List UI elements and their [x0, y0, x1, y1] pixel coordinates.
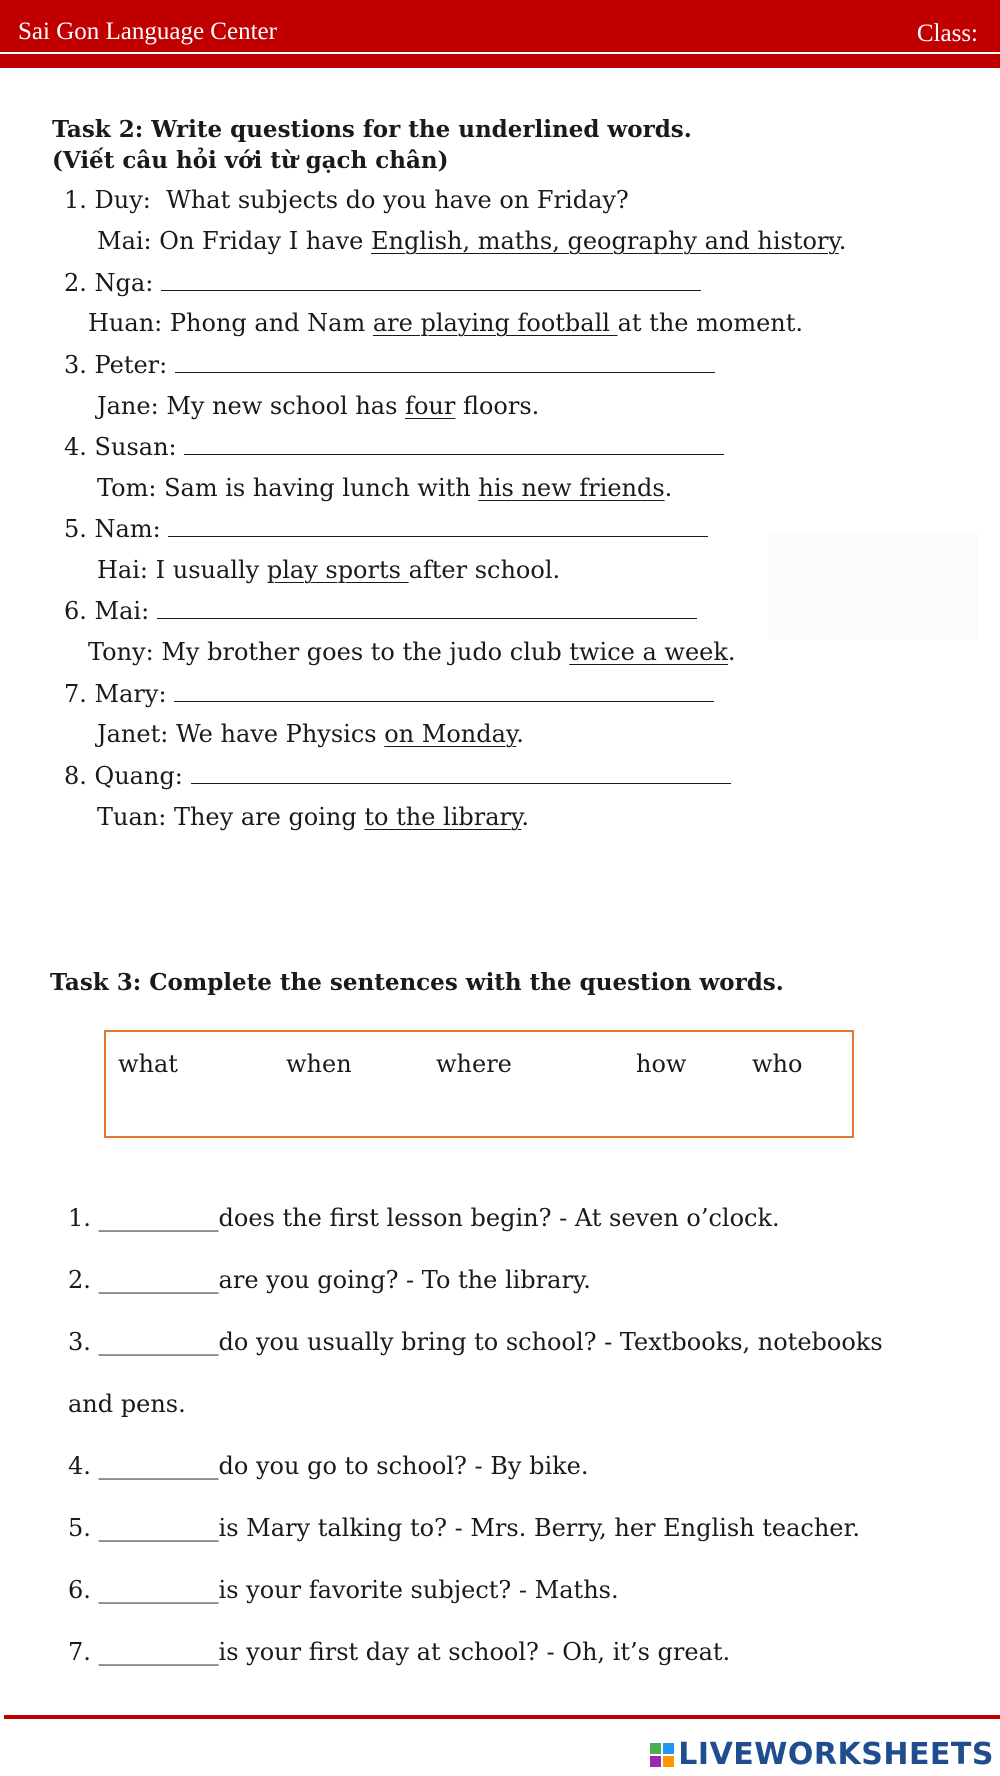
answer-end: .: [664, 474, 673, 502]
question-line: [64, 596, 697, 626]
underlined-words: his new friends: [478, 474, 665, 502]
header-bar: [0, 0, 1000, 58]
underlined-words: on Monday: [384, 720, 517, 748]
header-underbar: [0, 58, 1000, 68]
question-line: [64, 514, 708, 544]
answer-end: floors.: [462, 392, 540, 420]
item-number: 1.: [64, 186, 87, 214]
footer-divider: [4, 1715, 1000, 1719]
question-line: [64, 350, 715, 380]
speaker-name: Nga:: [94, 269, 154, 297]
answer-text: On Friday I have: [159, 227, 364, 255]
sentence-line: [68, 1451, 589, 1481]
answer-blank-input[interactable]: [174, 679, 714, 702]
sentence-number: 3.: [68, 1328, 91, 1356]
question-line: [64, 432, 724, 462]
sentence-number: 6.: [68, 1576, 91, 1604]
sentence-blank-input[interactable]: __________: [98, 1328, 219, 1356]
sentence-text: do you usually bring to school? - Textbooks, notebooks: [218, 1328, 883, 1356]
answer-line: [97, 555, 560, 585]
answer-end: .: [727, 638, 736, 666]
sentence-continuation-text: and pens.: [68, 1390, 186, 1418]
sentence-line: [68, 1327, 883, 1357]
task2-subtitle: (Viết câu hỏi với từ gạch chân): [52, 147, 449, 174]
underlined-words: English, maths, geography and history: [371, 227, 839, 255]
answer-blank-input[interactable]: [184, 432, 724, 455]
underlined-words: play sports: [266, 556, 409, 584]
item-number: 7.: [64, 680, 87, 708]
sentence-text: is Mary talking to? - Mrs. Berry, her English teacher.: [218, 1514, 860, 1542]
answer-text: I usually: [155, 556, 260, 584]
header-divider: [0, 52, 1000, 54]
answer-text: Phong and Nam: [169, 309, 366, 337]
item-number: 3.: [64, 351, 87, 379]
answer-end: at the moment.: [617, 309, 804, 337]
logo-text: LIVEWORKSHEETS: [678, 1737, 994, 1772]
word-who: who: [752, 1050, 803, 1078]
word-how: how: [636, 1050, 687, 1078]
answer-end: .: [516, 720, 524, 748]
sentence-line: [68, 1513, 860, 1543]
task2-title: Task 2: Write questions for the underlined words.: [52, 116, 692, 143]
question-line: [64, 185, 629, 215]
speaker-name: Quang:: [94, 762, 183, 790]
sentence-line: [68, 1637, 730, 1667]
answer-text: My new school has: [166, 392, 398, 420]
sentence-blank-input[interactable]: __________: [98, 1452, 219, 1480]
sentence-number: 2.: [68, 1266, 91, 1294]
sentence-number: 4.: [68, 1452, 91, 1480]
sentence-blank-input[interactable]: __________: [98, 1266, 219, 1294]
answer-line: [97, 226, 846, 256]
class-label: Class:: [916, 20, 978, 47]
answer-speaker: Tom:: [97, 474, 157, 502]
answer-line: [88, 308, 803, 338]
speaker-name: Peter:: [94, 351, 168, 379]
question-line: [64, 268, 701, 298]
center-name: Sai Gon Language Center: [18, 18, 277, 45]
task3-title: Task 3: Complete the sentences with the question words.: [50, 969, 784, 996]
answer-text: My brother goes to the judo club: [161, 638, 562, 666]
answer-blank-input[interactable]: [175, 350, 715, 373]
answer-speaker: Janet:: [97, 720, 169, 748]
answer-end: .: [838, 227, 847, 255]
logo-blocks-icon: [650, 1743, 674, 1767]
answer-line: [97, 802, 529, 832]
sentence-blank-input[interactable]: __________: [98, 1576, 219, 1604]
sentence-blank-input[interactable]: __________: [98, 1514, 219, 1542]
answer-speaker: Tony:: [88, 638, 154, 666]
answer-speaker: Jane:: [97, 392, 159, 420]
sentence-number: 7.: [68, 1638, 91, 1666]
answer-speaker: Huan:: [88, 309, 163, 337]
answer-speaker: Tuan:: [97, 803, 167, 831]
sentence-number: 5.: [68, 1514, 91, 1542]
liveworksheets-logo: [650, 1737, 994, 1772]
sentence-blank-input[interactable]: __________: [98, 1204, 219, 1232]
answer-blank-input[interactable]: [191, 761, 731, 784]
sentence-line: [68, 1265, 591, 1295]
sentence-number: 1.: [68, 1204, 91, 1232]
sentence-continuation: [68, 1389, 186, 1419]
item-number: 2.: [64, 269, 87, 297]
answer-line: [97, 473, 672, 503]
speaker-name: Mary:: [94, 680, 167, 708]
answer-text: They are going: [173, 803, 357, 831]
sentence-text: do you go to school? - By bike.: [218, 1452, 589, 1480]
answer-blank-input[interactable]: [168, 514, 708, 537]
underlined-words: are playing football: [372, 309, 618, 337]
word-when: when: [286, 1050, 352, 1078]
answer-text: We have Physics: [175, 720, 377, 748]
underlined-words: four: [405, 392, 456, 420]
underlined-words: twice a week: [569, 638, 728, 666]
answer-blank-input[interactable]: [161, 268, 701, 291]
word-where: where: [436, 1050, 512, 1078]
sentence-line: [68, 1575, 619, 1605]
answer-line: [97, 719, 524, 749]
sentence-text: are you going? - To the library.: [218, 1266, 591, 1294]
speaker-name: Duy:: [94, 186, 151, 214]
answer-text: Sam is having lunch with: [164, 474, 471, 502]
answer-end: .: [521, 803, 530, 831]
item-number: 6.: [64, 597, 87, 625]
item-number: 5.: [64, 515, 87, 543]
sentence-line: [68, 1203, 780, 1233]
answer-blank-input[interactable]: [157, 596, 697, 619]
question-text: What subjects do you have on Friday?: [166, 186, 629, 214]
question-line: [64, 761, 731, 791]
speaker-name: Nam:: [94, 515, 161, 543]
answer-speaker: Hai:: [97, 556, 148, 584]
sentence-text: is your favorite subject? - Maths.: [218, 1576, 619, 1604]
item-number: 8.: [64, 762, 87, 790]
sentence-text: is your first day at school? - Oh, it’s great.: [218, 1638, 731, 1666]
speaker-name: Susan:: [94, 433, 177, 461]
underlined-words: to the library: [364, 803, 522, 831]
answer-line: [97, 391, 539, 421]
answer-speaker: Mai:: [97, 227, 152, 255]
sentence-blank-input[interactable]: __________: [98, 1638, 219, 1666]
answer-line: [88, 637, 736, 667]
item-number: 4.: [64, 433, 87, 461]
word-box: [104, 1030, 854, 1138]
word-what: what: [118, 1050, 178, 1078]
speaker-name: Mai:: [94, 597, 150, 625]
question-line: [64, 679, 714, 709]
faint-background-patch: [768, 532, 978, 640]
answer-end: after school.: [408, 556, 561, 584]
sentence-text: does the first lesson begin? - At seven o’clock.: [218, 1204, 780, 1232]
